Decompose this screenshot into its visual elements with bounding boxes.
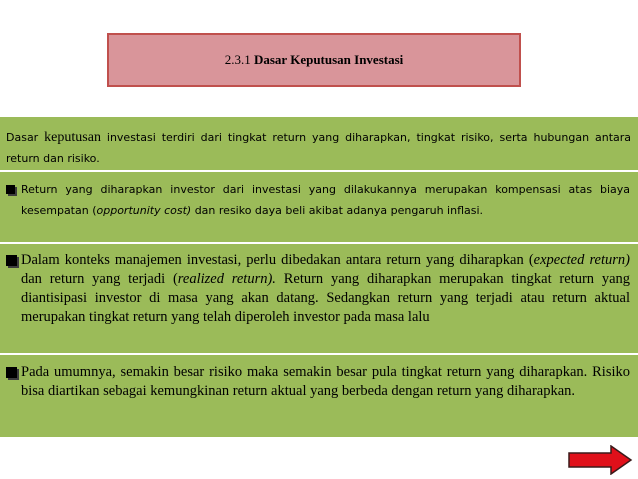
intro-rest: investasi terdiri dari tingkat return yang diharapkan, tingkat risiko, serta hubungan antara return dan risiko. xyxy=(6,131,632,165)
slide-title xyxy=(107,33,521,87)
point-1-after: dan resiko daya beli akibat adanya pengaruh inflasi. xyxy=(191,204,484,217)
point-3-block xyxy=(0,355,638,438)
point-3-text: Pada umumnya, semakin besar risiko maka semakin besar pula tingkat return yang diharapkan. Risiko bisa diartikan sebagai kemungkinan return aktual yang berbeda dengan return yang diharapkan. xyxy=(21,364,630,399)
intro-keyword: keputusan xyxy=(44,130,101,145)
intro-lead: Dasar xyxy=(6,131,39,144)
checkbox-bullet-icon xyxy=(6,367,17,378)
point-1-italic: opportunity cost) xyxy=(96,204,192,217)
point-2-italic1: expected return) xyxy=(533,252,630,268)
point-2-block xyxy=(0,244,638,354)
point-1-before: Return yang diharapkan investor dari investasi yang dilakukannya merupakan kompensasi atas biaya kesempatan ( xyxy=(21,183,630,217)
checkbox-bullet-icon xyxy=(6,185,15,194)
point-1-block xyxy=(0,172,638,243)
point-2-text xyxy=(21,251,630,327)
point-2-part3: Return yang diharapkan merupakan tingkat return yang diantisipasi investor di masa yang akan datang. Sedangkan return yang terjadi atau return aktual merupakan tingkat return yang telah diperoleh investor pada masa lalu xyxy=(21,271,631,325)
point-2-part1: Dalam konteks manajemen investasi, perlu dibedakan antara return yang diharapkan ( xyxy=(21,252,534,268)
right-arrow-icon[interactable] xyxy=(567,445,633,475)
point-2-part2: dan return yang terjadi ( xyxy=(21,271,178,287)
point-1-text xyxy=(21,179,630,221)
point-2-italic2: realized return). xyxy=(177,271,276,287)
intro-block xyxy=(0,117,638,171)
checkbox-bullet-icon xyxy=(6,255,17,266)
title-number: 2.3.1 xyxy=(224,52,251,67)
title-text: Dasar Keputusan Investasi xyxy=(253,52,404,67)
